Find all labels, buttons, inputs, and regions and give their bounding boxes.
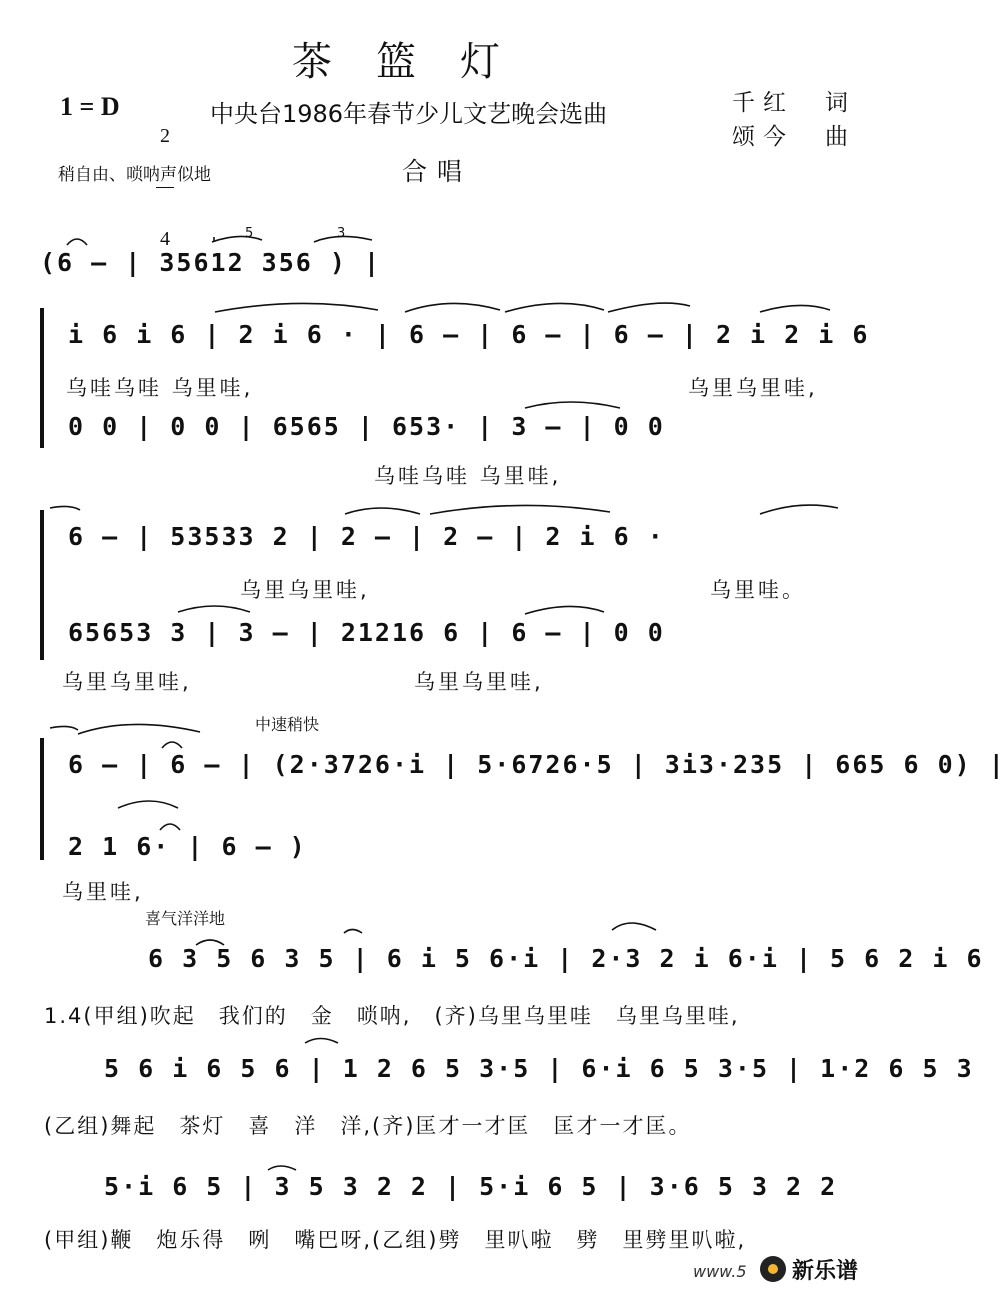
system2-upper-lyrics-b: 乌里哇。 <box>710 578 806 602</box>
system1-upper-lyrics-a: 乌哇乌哇 乌里哇, <box>66 376 254 400</box>
system1-lower-notes: 0 0 | 0 0 | 6565 | 653· | 3 ‒ | 0 0 <box>68 412 665 441</box>
system2-upper-lyrics-a: 乌里乌里哇, <box>240 578 370 602</box>
verse-line3-lyrics: (甲组)鞭 炮乐得 咧 嘴巴呀,(乙组)劈 里叭啦 劈 里劈里叭啦, <box>44 1228 747 1252</box>
system1-upper-lyrics-b: 乌里乌里哇, <box>688 376 818 400</box>
performance-note: 稍自由、唢呐声似地 <box>58 165 211 185</box>
tuplet-3-marker: 3 <box>337 226 346 241</box>
tempo-marking: 中速稍快 <box>255 715 320 734</box>
time-signature-top: 2 <box>160 125 170 147</box>
verse-line1-notes: 6 3 5 6 3 5 | 6 i 5 6·i | 2·3 2 i 6·i | 5 6 2 i 6 <box>148 944 984 973</box>
lyricist-credit: 千红 词 <box>732 90 856 116</box>
system3-lower-lyrics: 乌里哇, <box>62 880 144 904</box>
system2-lower-lyrics-b: 乌里乌里哇, <box>414 670 544 694</box>
performance-mode: 合唱 <box>402 157 473 186</box>
site-logo-text: 新乐谱 <box>792 1259 859 1284</box>
composer-credit: 颂今 曲 <box>732 124 856 150</box>
watermark-url: www.5 <box>693 1262 747 1281</box>
logo-icon <box>760 1256 786 1282</box>
system3-lower-notes: 2 1 6· | 6 ‒ ) <box>68 832 307 861</box>
expression-marking: 喜气洋洋地 <box>145 909 226 928</box>
verse-line1-lyrics: 1.4(甲组)吹起 我们的 金 唢呐, (齐)乌里乌里哇 乌里乌里哇, <box>44 1004 740 1028</box>
system3-brace <box>40 738 52 860</box>
system3-upper-notes: 6 ‒ | 6 ‒ | (2·3726·i | 5·6726·5 | 3i3·235 | 665 6 0) | <box>68 750 1006 779</box>
system2-upper-notes: 6 ‒ | 53533 2 | 2 ‒ | 2 ‒ | 2 i 6 · <box>68 522 665 551</box>
system2-brace <box>40 510 52 660</box>
verse-line3-notes: 5·i 6 5 | 3 5 3 2 2 | 5·i 6 5 | 3·6 5 3 2 2 <box>104 1172 838 1201</box>
verse-line2-notes: 5 6 i 6 5 6 | 1 2 6 5 3·5 | 6·i 6 5 3·5 | 1·2 6 5 3 <box>104 1054 974 1083</box>
system2-lower-notes: 65653 3 | 3 ‒ | 21216 6 | 6 ‒ | 0 0 <box>68 618 665 647</box>
system1-lower-lyrics: 乌哇乌哇 乌里哇, <box>374 464 562 488</box>
system2-lower-lyrics-a: 乌里乌里哇, <box>62 670 192 694</box>
system1-brace <box>40 308 52 448</box>
system1-upper-notes: i 6 i 6 | 2 i 6 · | 6 ‒ | 6 ‒ | 6 ‒ | 2 i 2 i 6 <box>68 320 870 349</box>
verse-line2-lyrics: (乙组)舞起 茶灯 喜 洋 洋,(齐)匡才一才匡 匡才一才匡。 <box>44 1114 692 1138</box>
tuplet-5-marker: 5 <box>245 226 254 241</box>
subtitle: 中央台1986年春节少儿文艺晚会选曲 <box>210 100 608 128</box>
key-signature: 1 = D <box>60 92 120 121</box>
time-signature-bottom: 4 <box>160 228 170 250</box>
song-title: 茶篮灯 <box>292 39 544 85</box>
intro-notes: (6 ‒ | 35612 356 ) | <box>40 248 382 277</box>
